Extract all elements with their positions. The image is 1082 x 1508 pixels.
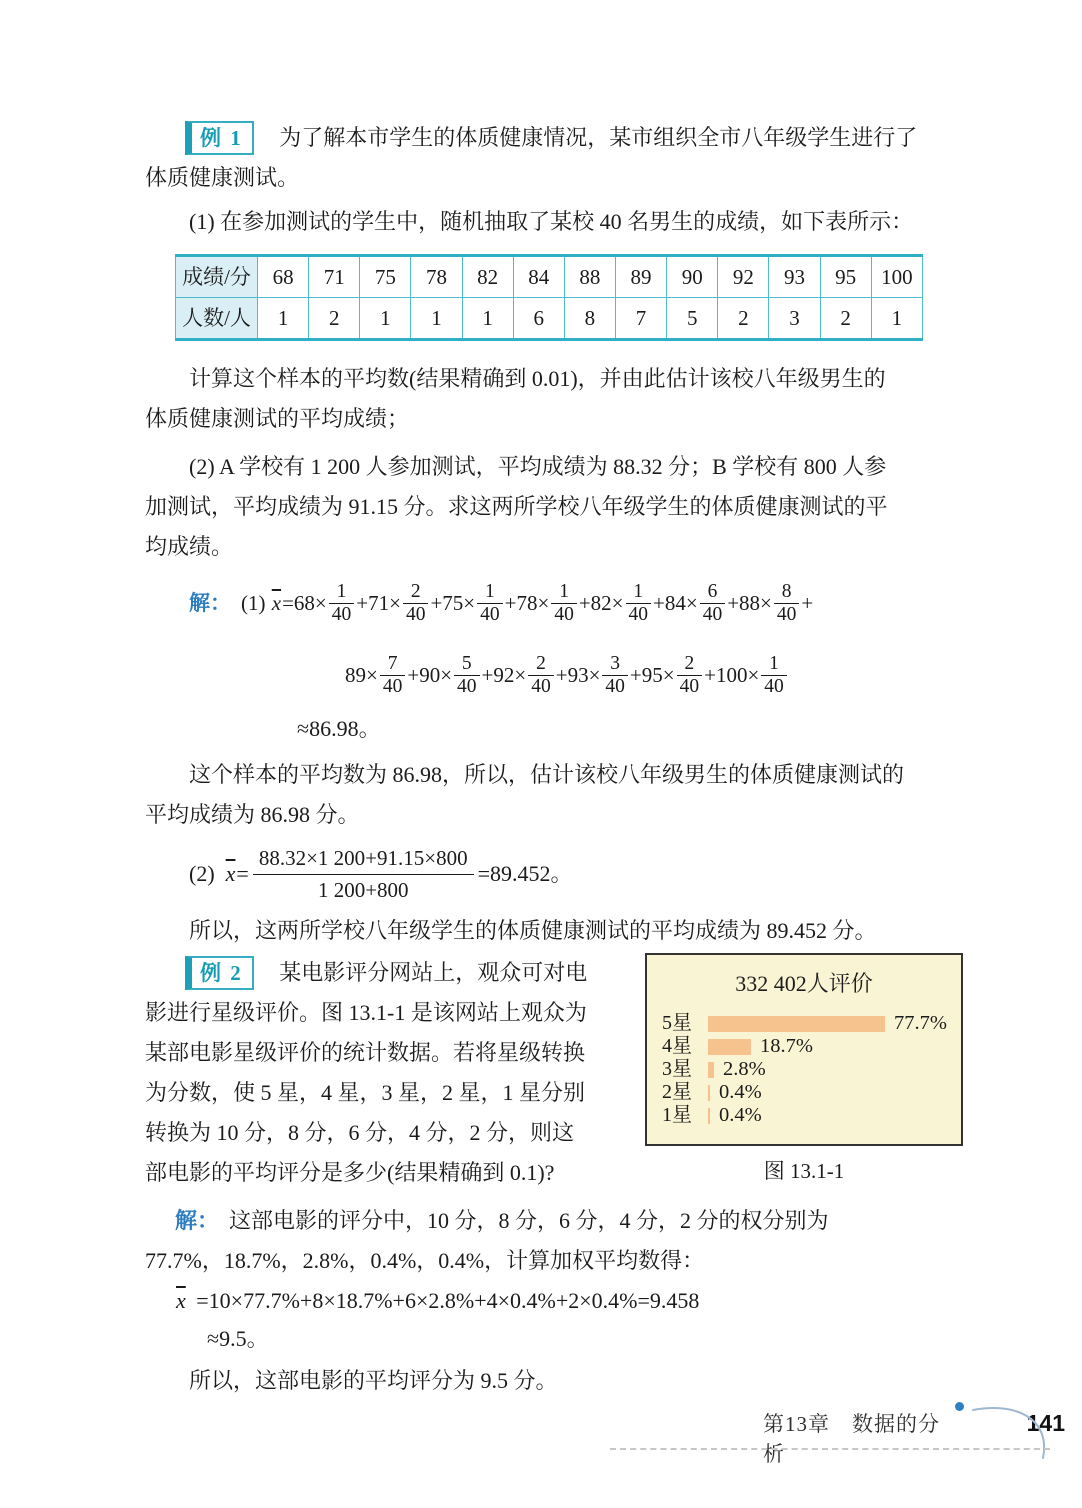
bar-value-label: 77.7%: [894, 1012, 947, 1034]
example2-line6: 部电影的平均评分是多少(结果精确到 0.1)?: [145, 1160, 555, 1185]
formula-e1-part2: [189, 837, 963, 911]
fraction-denominator: 40: [602, 675, 628, 698]
example2-badge: 例 2: [185, 956, 254, 990]
chart-bar-row: [662, 1012, 961, 1035]
table-row-counts: [176, 298, 923, 340]
chart-bar-row: [662, 1035, 961, 1058]
bar-value-label: 0.4%: [719, 1081, 762, 1103]
bar: [708, 1108, 710, 1124]
fraction-denominator: 40: [551, 603, 577, 626]
fraction-denominator: 40: [454, 675, 480, 698]
bar-category-label: 1星: [662, 1104, 692, 1126]
table-cell: 92: [718, 256, 769, 298]
fraction-denominator: 40: [403, 603, 429, 626]
part2-label: (2): [189, 861, 215, 886]
page-number: 141: [1026, 1410, 1065, 1436]
table-cell: 84: [513, 256, 564, 298]
table-cell: 2: [309, 298, 360, 340]
equals-sign: =: [282, 591, 294, 615]
example2-line1: [145, 953, 631, 993]
bar-category-label: 3星: [662, 1058, 692, 1080]
example2-line2: 影进行星级评价。图 13.1-1 是该网站上观众为: [145, 1000, 587, 1025]
after1-line1: 这个样本的平均数为 86.98，所以，估计该校八年级男生的体质健康测试的: [189, 762, 905, 787]
after1-line2: 平均成绩为 86.98 分。: [145, 802, 360, 827]
fraction-numerator: 1: [633, 580, 644, 602]
formula-e1-line1: [189, 567, 963, 639]
bar-value-label: 18.7%: [760, 1035, 813, 1057]
bar: [708, 1039, 751, 1055]
fraction: [477, 581, 503, 626]
sol2-line1-text: 这部电影的评分中，10 分，8 分，6 分，4 分，2 分的权分别为: [229, 1208, 829, 1233]
conclusion2: 所以，这部电影的平均评分为 9.5 分。: [189, 1368, 558, 1393]
fraction: [677, 653, 703, 698]
example2-line5: 转换为 10 分，8 分，6 分，4 分，2 分，则这: [145, 1120, 575, 1145]
table-cell: 93: [769, 256, 820, 298]
table-cell: 1: [258, 298, 309, 340]
example1-intro-line1: [145, 118, 963, 158]
table-cell: 100: [871, 256, 922, 298]
fraction-numerator: 5: [461, 652, 472, 674]
fraction-numerator: 2: [536, 652, 546, 674]
fraction-numerator: 8: [781, 580, 792, 602]
fraction: [454, 653, 480, 698]
table-cell: 1: [871, 298, 922, 340]
fraction: [551, 581, 577, 626]
part2-line1: (2) A 学校有 1 200 人参加测试，平均成绩为 88.32 分；B 学校有 800 人参: [189, 454, 887, 479]
table-cell: 88: [564, 256, 615, 298]
fraction-numerator: 2: [684, 652, 695, 674]
formula-e1-line2: [345, 639, 963, 711]
formula-e1-approx: ≈86.98。: [297, 716, 381, 741]
chart-bar-row: [662, 1058, 961, 1081]
example1-intro-line2: 体质健康测试。: [145, 165, 300, 190]
fraction-denominator: 40: [329, 603, 355, 626]
rating-chart: [645, 953, 963, 1146]
table-header-score: 成绩/分: [176, 256, 258, 298]
footer-dashed-line: [610, 1448, 1050, 1450]
table-cell: 82: [462, 256, 513, 298]
fraction-denominator: 40: [761, 675, 787, 698]
fraction-numerator: 3: [610, 652, 621, 674]
fraction-denominator: 40: [626, 603, 652, 626]
fraction-denominator: 40: [380, 675, 406, 698]
example2-line4: 为分数，使 5 星，4 星，3 星，2 星，1 星分别: [145, 1080, 586, 1105]
bar: [708, 1085, 710, 1101]
fraction: [602, 653, 628, 698]
bar: [708, 1016, 885, 1032]
fraction-numerator: 1: [769, 652, 779, 674]
table-cell: 7: [615, 298, 666, 340]
sol2-line1: [145, 1201, 963, 1241]
formula-terms-line1: 68× $\frac{1}{40}$ +71× $\frac{2}{40}$ +75× $\frac{1}{40}$ +78× $\frac{1}{40}$ +82× $\frac{1}{40}$ +84× $\frac{6}{40}$ +88× $\frac{8}{40}$ +: [293, 580, 814, 625]
fraction: [626, 581, 652, 626]
fraction-numerator: 1: [485, 580, 495, 602]
fraction: [761, 653, 787, 698]
solution-label: 解：: [175, 1208, 220, 1233]
bar-category-label: 5星: [662, 1012, 692, 1034]
sol2-line2: 77.7%，18.7%，2.8%，0.4%，0.4%，计算加权平均数得：: [145, 1248, 705, 1273]
part2-line3: 均成绩。: [145, 534, 234, 559]
part-label: (1): [241, 591, 266, 615]
bar: [708, 1062, 714, 1078]
example2-text: [145, 953, 631, 1193]
table-cell: 8: [564, 298, 615, 340]
conclusion1: 所以，这两所学校八年级学生的体质健康测试的平均成绩为 89.452 分。: [189, 918, 877, 943]
bar-category-label: 4星: [662, 1035, 692, 1057]
xbar-symbol: $\overline{x}$: [225, 861, 236, 886]
table-cell: 95: [820, 256, 871, 298]
sol2-approx: ≈9.5。: [207, 1326, 269, 1351]
table-row-scores: [176, 256, 923, 298]
table-cell: 2: [718, 298, 769, 340]
fraction-denominator: 40: [700, 603, 726, 626]
table-cell: 1: [360, 298, 411, 340]
fraction-denominator: 40: [528, 675, 554, 698]
fraction-denominator: 1 200+800: [253, 874, 474, 903]
table-cell: 90: [667, 256, 718, 298]
fraction-denominator: 40: [774, 603, 800, 626]
big-fraction: [253, 845, 474, 903]
fraction-numerator: 1: [559, 580, 569, 602]
example1-intro-text: 为了解本市学生的体质健康情况，某市组织全市八年级学生进行了: [279, 125, 918, 150]
table-cell: 6: [513, 298, 564, 340]
chart-rows: [647, 1012, 961, 1127]
table-cell: 68: [258, 256, 309, 298]
fraction: [528, 653, 554, 698]
sol2-formula-rest: =10×77.7%+8×18.7%+6×2.8%+4×0.4%+2×0.4%=9.458: [196, 1288, 700, 1313]
figure-column: [631, 953, 963, 1193]
fraction-denominator: 40: [677, 675, 703, 698]
table-cell: 89: [615, 256, 666, 298]
fraction: [380, 653, 406, 698]
table-cell: 78: [411, 256, 462, 298]
bar-value-label: 0.4%: [719, 1104, 762, 1126]
example2-line3: 某部电影星级评价的统计数据。若将星级转换: [145, 1040, 586, 1065]
example1-part1: (1) 在参加测试的学生中，随机抽取了某校 40 名男生的成绩，如下表所示：: [189, 209, 914, 234]
page-footer: [605, 1408, 1065, 1468]
fraction-numerator: 2: [410, 580, 421, 602]
chapter-title: 第13章 数据的分析: [763, 1412, 940, 1466]
solution-label: 解：: [189, 591, 231, 615]
chart-bar-row: [662, 1104, 961, 1127]
table-cell: 2: [820, 298, 871, 340]
fraction-numerator: 88.32×1 200+91.15×800: [258, 846, 468, 871]
table-cell: 1: [462, 298, 513, 340]
chart-bar-row: [662, 1081, 961, 1104]
table-cell: 3: [769, 298, 820, 340]
table-cell: 75: [360, 256, 411, 298]
score-table: [175, 254, 923, 341]
fraction: [329, 581, 355, 626]
equals-sign: =: [236, 861, 249, 886]
xbar-symbol: $\overline{x}$: [176, 1288, 186, 1313]
fraction-numerator: 1: [336, 580, 347, 602]
footer-arc-icon: [963, 1400, 1067, 1464]
example1-badge: 例 1: [185, 121, 254, 155]
fraction-result: =89.452。: [477, 861, 573, 886]
fraction: [700, 581, 726, 626]
fraction-denominator: 40: [477, 603, 503, 626]
calc-line2: 体质健康测试的平均成绩；: [145, 406, 410, 431]
calc-line1: 计算这个样本的平均数(结果精确到 0.01)，并由此估计该校八年级男生的: [189, 366, 886, 391]
table-header-count: 人数/人: [176, 298, 258, 340]
fraction: [774, 581, 800, 626]
part2-line2: 加测试，平均成绩为 91.15 分。求这两所学校八年级学生的体质健康测试的平: [145, 494, 888, 519]
chart-title: 332 402人评价: [735, 971, 873, 996]
sol2-formula: [145, 1281, 963, 1321]
formula-terms-line2: 89× $\frac{7}{40}$ +90× $\frac{5}{40}$ +92× $\frac{2}{40}$ +93× $\frac{3}{40}$ +95× $\frac{2}{40}$ +100× $\frac{1}{40}$: [345, 663, 789, 687]
fraction: [403, 581, 429, 626]
bar-value-label: 2.8%: [723, 1058, 766, 1080]
example2-line1-text: 某电影评分网站上，观众可对电: [279, 960, 588, 985]
fraction-numerator: 7: [387, 652, 398, 674]
table-cell: 5: [667, 298, 718, 340]
example2-block: [145, 953, 963, 1193]
figure-caption: 图 13.1-1: [763, 1159, 845, 1183]
fraction-numerator: 6: [707, 580, 718, 602]
bar-category-label: 2星: [662, 1081, 692, 1103]
table-cell: 1: [411, 298, 462, 340]
xbar-symbol: $\overline{x}$: [271, 591, 282, 615]
table-cell: 71: [309, 256, 360, 298]
page-content: [145, 118, 963, 1401]
